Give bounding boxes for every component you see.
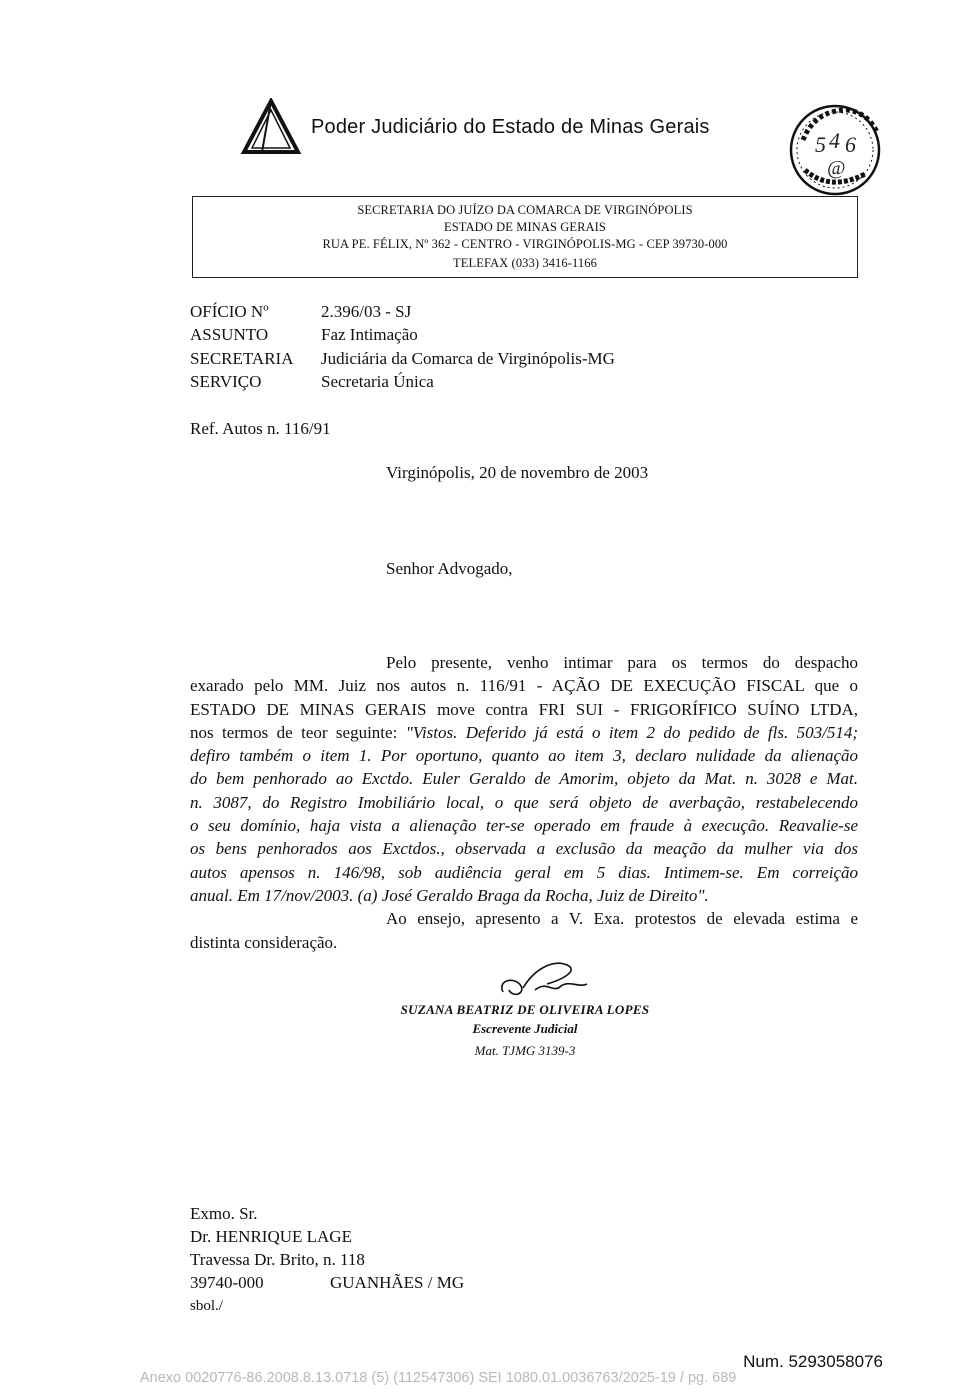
closing-line: Ao ensejo, apresento a V. Exa. protestos de elevada estima e <box>386 909 858 929</box>
servico-value: Secretaria Única <box>321 372 434 391</box>
dispatch-line: n. 3087, do Registro Imobiliário local, o que será objeto de averbação, restabelecendo <box>190 792 858 812</box>
document-number: Num. 5293058076 <box>743 1352 883 1371</box>
signer-registration: Mat. TJMG 3139-3 <box>474 1043 576 1058</box>
handwritten-signature-icon <box>495 958 595 1006</box>
secretariat-line-1: SECRETARIA DO JUÍZO DA COMARCA DE VIRGINÓPOLIS <box>357 203 693 217</box>
svg-text:@: @ <box>827 157 846 179</box>
closing-line: distinta consideração. <box>190 932 338 952</box>
dispatch-line: do bem penhorado ao Exctdo. Euler Geraldo de Amorim, objeto da Mat. n. 3028 e Mat. <box>190 769 858 789</box>
court-emblem-icon <box>240 98 302 156</box>
body-line: ESTADO DE MINAS GERAIS move contra FRI SUI - FRIGORÍFICO SUÍNO LTDA, <box>190 699 858 719</box>
dispatch-quote-start: "Vistos. Deferido já está o item 2 do pedido de fls. 503/514; <box>405 722 858 742</box>
addressee-cep: 39740-000 <box>190 1273 264 1292</box>
body-text-fragment: nos termos de teor seguinte: <box>190 722 406 742</box>
dispatch-line: o seu domínio, haja vista a alienação ter-se operado em fraude à execução. Reavalie-se <box>190 816 858 836</box>
addressee-street: Travessa Dr. Brito, n. 118 <box>190 1250 365 1269</box>
svg-text:4: 4 <box>829 128 840 153</box>
secretariat-line-2: ESTADO DE MINAS GERAIS <box>444 220 606 234</box>
typist-initials: sbol./ <box>190 1298 223 1314</box>
letter-body <box>190 651 858 954</box>
secretariat-seal-icon <box>785 100 890 198</box>
body-line: exarado pelo MM. Juiz nos autos n. 116/91 - AÇÃO DE EXECUÇÃO FISCAL que o <box>190 676 858 696</box>
body-line <box>190 721 858 744</box>
secretaria-label: SECRETARIA <box>190 349 294 368</box>
addressee-city: GUANHÃES / MG <box>330 1273 465 1292</box>
signer-name: SUZANA BEATRIZ DE OLIVEIRA LOPES <box>400 1002 650 1017</box>
case-reference: Ref. Autos n. 116/91 <box>190 419 331 438</box>
secretariat-address: RUA PE. FÉLIX, Nº 362 - CENTRO - VIRGINÓPOLIS-MG - CEP 39730-000 <box>322 237 728 251</box>
dispatch-line: anual. Em 17/nov/2003. (a) José Geraldo Braga da Rocha, Juiz de Direito". <box>190 885 709 905</box>
svg-text:6: 6 <box>845 132 856 157</box>
assunto-value: Faz Intimação <box>321 325 418 344</box>
assunto-label: ASSUNTO <box>190 325 269 344</box>
dispatch-line: defiro também o item 1. Por oportuno, quanto ao item 3, declaro nulidade da alienação <box>190 746 858 766</box>
signer-role: Escrevente Judicial <box>472 1021 578 1036</box>
salutation: Senhor Advogado, <box>386 559 513 578</box>
secretariat-telefax: TELEFAX (033) 3416-1166 <box>453 256 597 270</box>
dispatch-line: os bens penhorados aos Exctdos., observada a exclusão da meação da mulher via dos <box>190 839 858 859</box>
annex-reference: Anexo 0020776-86.2008.8.13.0718 (5) (112547306) SEI 1080.01.0036763/2025-19 / pg. 689 <box>140 1370 737 1386</box>
oficio-number: 2.396/03 - SJ <box>321 302 412 321</box>
addressee-name: Dr. HENRIQUE LAGE <box>190 1227 352 1246</box>
servico-label: SERVIÇO <box>190 372 262 391</box>
body-line: Pelo presente, venho intimar para os termos do despacho <box>386 653 858 672</box>
oficio-label: OFÍCIO Nº <box>190 302 269 321</box>
court-name: Poder Judiciário do Estado de Minas Gerais <box>311 116 710 138</box>
secretaria-value: Judiciária da Comarca de Virginópolis-MG <box>321 349 615 368</box>
svg-text:5: 5 <box>815 132 826 157</box>
secretariat-header-box <box>192 196 858 278</box>
addressee-salute: Exmo. Sr. <box>190 1204 258 1223</box>
date-line: Virginópolis, 20 de novembro de 2003 <box>386 463 649 482</box>
dispatch-line: autos apensos n. 146/98, sob audiência geral em 5 dias. Intimem-se. Em correição <box>190 862 858 882</box>
